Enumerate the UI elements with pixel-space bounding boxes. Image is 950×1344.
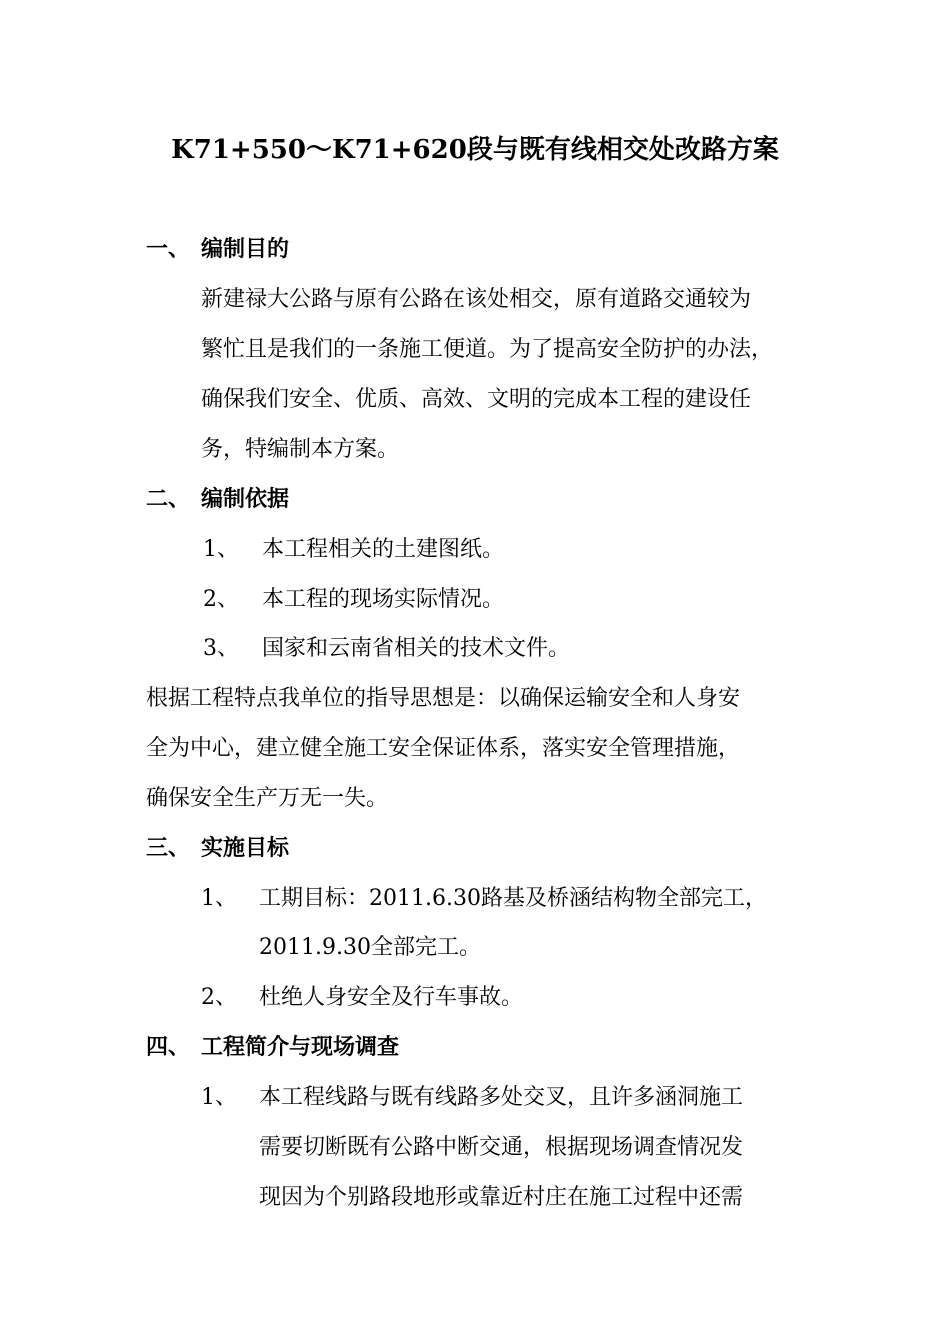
section-1-heading: 编制目的 — [201, 237, 290, 262]
list-item: 本工程相关的土建图纸。 — [262, 537, 505, 562]
list-item-line: 现因为个别路段地形或靠近村庄在施工过程中还需 — [259, 1185, 744, 1210]
section-3-number: 三、 — [146, 836, 191, 861]
section-4-number: 四、 — [146, 1035, 191, 1060]
list-item-line: 需要切断既有公路中断交通，根据现场调查情况发 — [259, 1135, 744, 1160]
list-item-line: 工期目标：2011.6.30路基及桥涵结构物全部完工， — [259, 886, 767, 911]
list-item-number: 1、 — [203, 537, 239, 562]
section-1-paragraph-line: 新建禄大公路与原有公路在该处相交，原有道路交通较为 — [201, 287, 752, 312]
list-item-number: 2、 — [201, 985, 237, 1010]
list-item-line: 2011.9.30全部完工。 — [259, 935, 481, 960]
paragraph-line: 全为中心，建立健全施工安全保证体系，落实安全管理措施， — [146, 736, 741, 761]
list-item: 国家和云南省相关的技术文件。 — [262, 636, 571, 661]
section-1-paragraph-line: 务，特编制本方案。 — [201, 437, 400, 462]
section-1-number: 一、 — [146, 237, 191, 262]
list-item-number: 1、 — [201, 886, 237, 911]
list-item-number: 3、 — [203, 636, 239, 661]
list-item-number: 1、 — [201, 1085, 237, 1110]
list-item-line: 杜绝人身安全及行车事故。 — [259, 985, 524, 1010]
list-item-number: 2、 — [203, 587, 239, 612]
section-2-heading: 编制依据 — [201, 487, 290, 512]
paragraph-line: 根据工程特点我单位的指导思想是：以确保运输安全和人身安 — [146, 686, 741, 711]
section-4-heading: 工程简介与现场调查 — [201, 1035, 400, 1060]
section-1-paragraph-line: 繁忙且是我们的一条施工便道。为了提高安全防护的办法， — [201, 337, 774, 362]
section-2-number: 二、 — [146, 487, 191, 512]
paragraph-line: 确保安全生产万无一失。 — [146, 786, 389, 811]
list-item-line: 本工程线路与既有线路多处交叉，且许多涵洞施工 — [259, 1085, 744, 1110]
list-item: 本工程的现场实际情况。 — [262, 587, 505, 612]
page-title: K71+550～K71+620段与既有线相交处改路方案 — [171, 135, 779, 165]
section-3-heading: 实施目标 — [201, 836, 290, 861]
section-1-paragraph-line: 确保我们安全、优质、高效、文明的完成本工程的建设任 — [201, 387, 752, 412]
